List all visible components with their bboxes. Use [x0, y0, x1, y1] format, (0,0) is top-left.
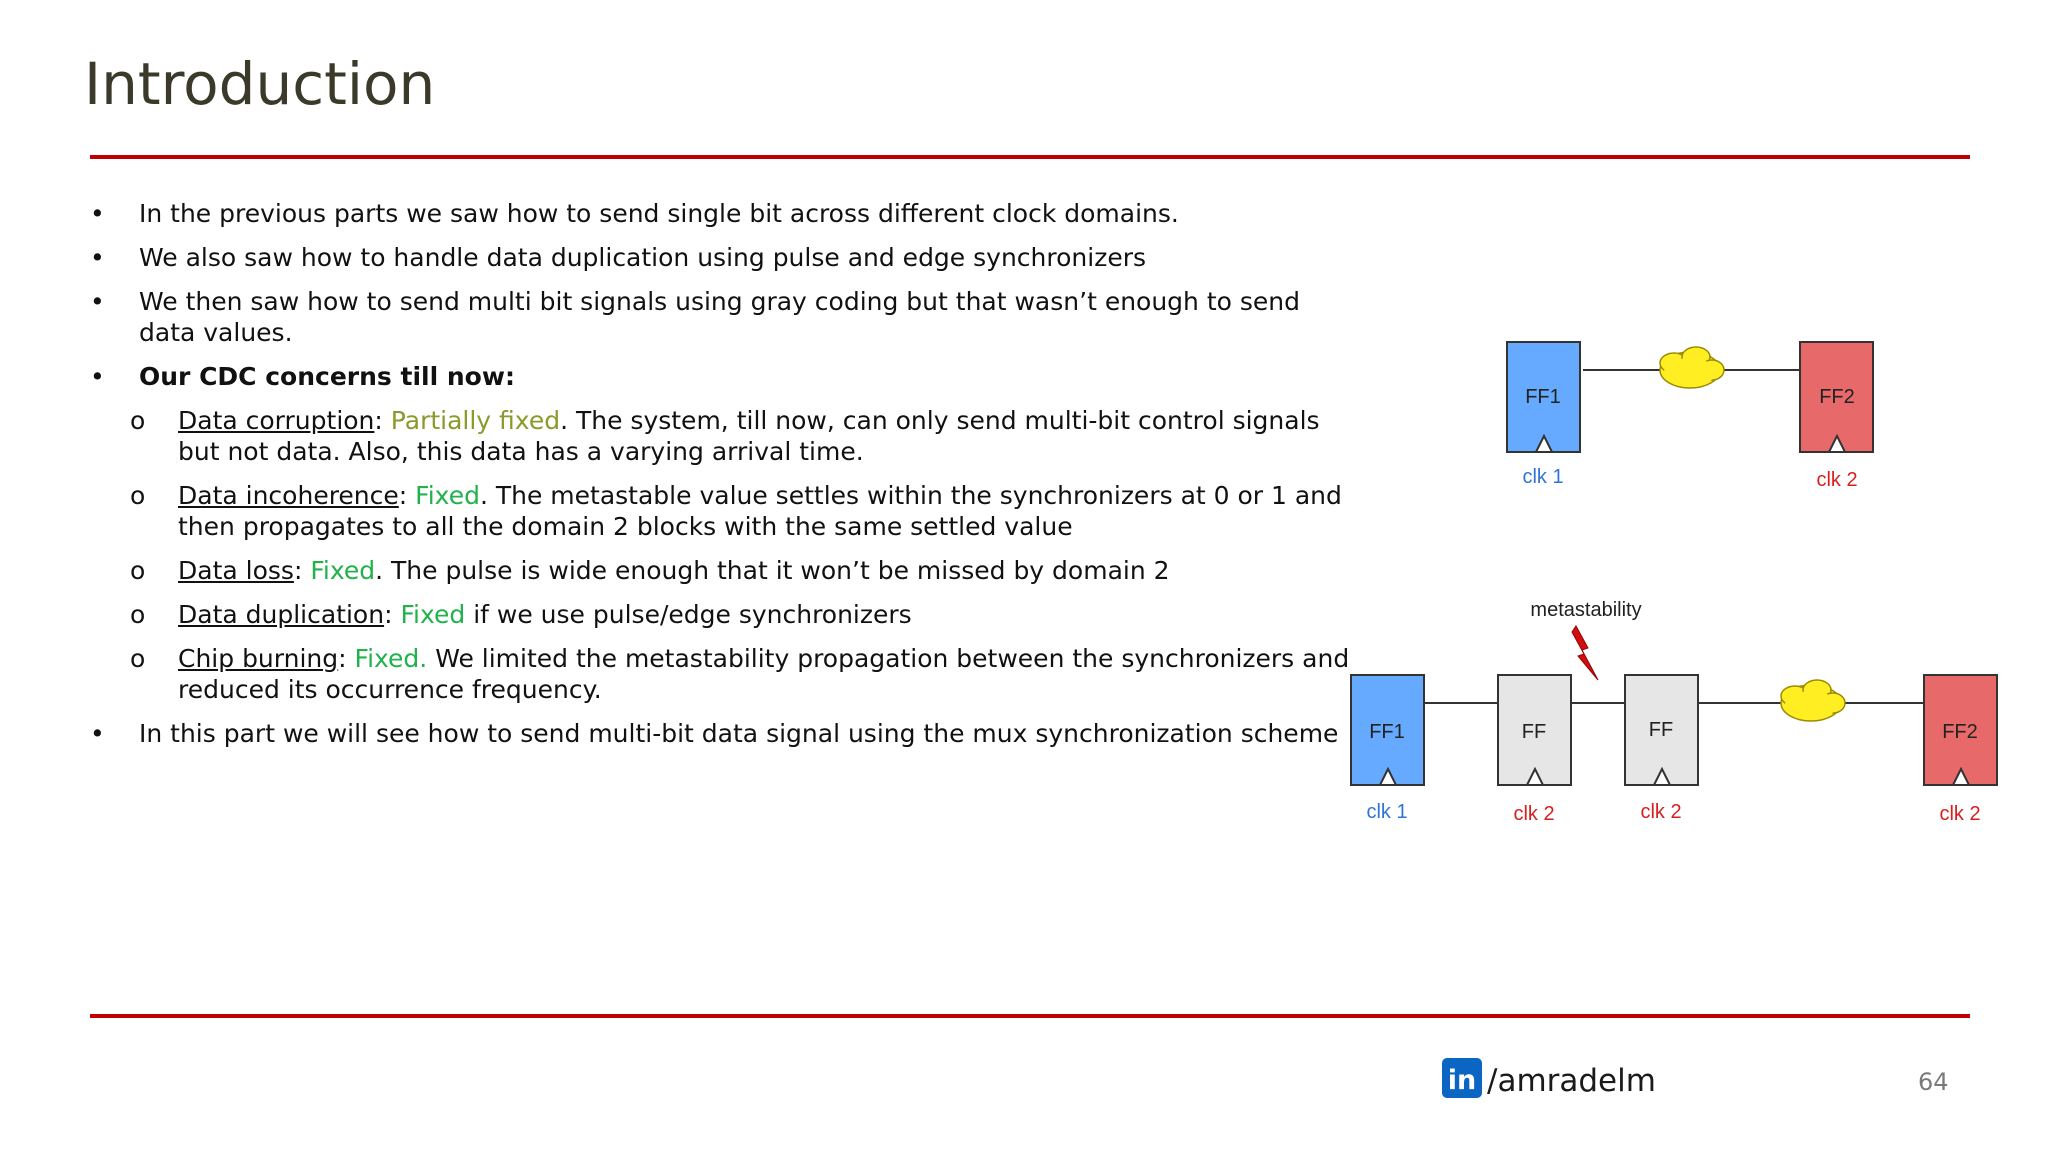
concern-text: if we use pulse/edge synchronizers — [465, 600, 912, 629]
bullet-text: In this part we will see how to send multi-bit data signal using the mux synchronization scheme — [139, 719, 1339, 748]
concern-label: Data loss — [178, 556, 294, 585]
bullet-dot: • — [90, 243, 105, 272]
concern-label: Data corruption — [178, 406, 375, 435]
bullet-text: We then saw how to send multi bit signals using gray coding but that wasn’t enough to send data values. — [139, 287, 1301, 347]
concern-item — [84, 480, 1354, 542]
colon: : — [374, 406, 383, 435]
linkedin-logo-text: in — [1447, 1065, 1477, 1096]
concern-item — [84, 405, 1354, 467]
sync-ff-b-label: FF — [1648, 719, 1674, 741]
concern-item — [84, 555, 1354, 586]
bullet-list — [84, 198, 1354, 762]
concern-text: We limited the metastability propagation between the synchronizers and reduced its occurrence frequency. — [178, 644, 1350, 704]
bullet-text: In the previous parts we saw how to send single bit across different clock domains. — [139, 199, 1179, 228]
bullet-text: Our CDC concerns till now: — [139, 362, 515, 391]
bullet-dot: • — [90, 199, 105, 228]
concern-item — [84, 643, 1354, 705]
bullet-dot: • — [90, 362, 105, 391]
concern-label: Data duplication — [178, 600, 385, 629]
sub-bullet: o — [130, 556, 146, 585]
metastability-label: metastability — [1530, 599, 1642, 621]
clk2-label: clk 2 — [1939, 803, 1981, 825]
bullet-2 — [84, 242, 1354, 273]
ff2-label: FF2 — [1942, 721, 1978, 743]
sub-bullet: o — [130, 644, 146, 673]
clk2-label: clk 2 — [1513, 803, 1555, 825]
lightning-icon — [1572, 626, 1598, 680]
bullet-text: We also saw how to handle data duplication using pulse and edge synchronizers — [139, 243, 1147, 272]
cdc-diagram — [1340, 330, 2010, 850]
clk2-label: clk 2 — [1640, 801, 1682, 823]
concern-status: Partially fixed — [390, 406, 561, 435]
bullet-5 — [84, 718, 1354, 749]
top-diagram — [1507, 342, 1873, 491]
sub-bullet: o — [130, 481, 146, 510]
page-number: 64 — [1918, 1068, 1949, 1096]
sub-bullet: o — [130, 600, 146, 629]
ff1-label: FF1 — [1525, 386, 1561, 408]
concern-label: Data incoherence — [178, 481, 399, 510]
bullet-1 — [84, 198, 1354, 229]
sub-bullet: o — [130, 406, 146, 435]
bottom-diagram — [1351, 599, 1997, 825]
linkedin-icon[interactable] — [1442, 1058, 1482, 1098]
bullet-3 — [84, 286, 1354, 348]
bottom-divider — [90, 1014, 1970, 1018]
bullet-dot: • — [90, 719, 105, 748]
ff2-label: FF2 — [1819, 386, 1855, 408]
concern-status: Fixed — [310, 556, 376, 585]
bullet-4 — [84, 361, 1354, 392]
colon: : — [398, 481, 408, 510]
cloud-icon — [1781, 680, 1845, 721]
concern-status: Fixed. — [354, 644, 428, 673]
top-divider — [90, 155, 1970, 159]
linkedin-handle[interactable]: /amradelm — [1487, 1063, 1656, 1099]
concern-label: Chip burning — [178, 644, 339, 673]
ff1-label: FF1 — [1369, 721, 1405, 743]
concern-text: . The pulse is wide enough that it won’t be missed by domain 2 — [375, 556, 1170, 585]
cloud-icon — [1660, 347, 1724, 388]
concern-text: . The system, till now, can only send multi-bit control signals but not data. Also, this data has a varying arrival time. — [178, 406, 1320, 466]
colon: : — [338, 644, 347, 673]
colon: : — [293, 556, 303, 585]
concern-text: . The metastable value settles within the synchronizers at 0 or 1 and then propagates to all the domain 2 blocks with the same settled value — [178, 481, 1342, 541]
concern-status: Fixed — [415, 481, 480, 510]
bullet-dot: • — [90, 287, 105, 316]
sync-ff-a-label: FF — [1521, 721, 1547, 743]
concern-item — [84, 599, 1354, 630]
clk2-label: clk 2 — [1816, 469, 1858, 491]
colon: : — [384, 600, 393, 629]
concern-status: Fixed — [400, 600, 466, 629]
page-title: Introduction — [84, 50, 436, 118]
clk1-label: clk 1 — [1522, 466, 1564, 488]
clk1-label: clk 1 — [1366, 801, 1408, 823]
